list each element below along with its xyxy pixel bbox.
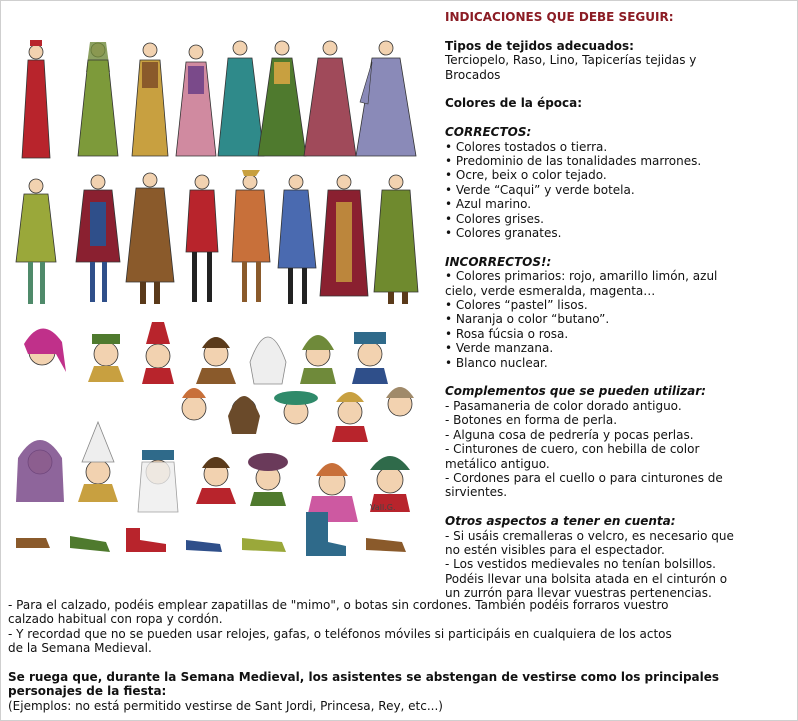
list-item: - Pasamaneria de color dorado antiguo. bbox=[445, 398, 682, 413]
figure-woman-5 bbox=[218, 41, 264, 156]
complements-list bbox=[445, 399, 790, 500]
head-hat-14 bbox=[78, 422, 118, 502]
instructions-heading: INDICACIONES QUE DEBE SEGUIR: bbox=[445, 10, 674, 24]
request-line-2: personajes de la fiesta: bbox=[8, 684, 167, 699]
figure-man-3 bbox=[126, 173, 174, 304]
head-hat-17 bbox=[248, 453, 288, 506]
medieval-clothing-illustration bbox=[6, 32, 430, 560]
list-item: • Naranja o color “butano”. bbox=[445, 312, 610, 327]
others-title: Otros aspectos a tener en cuenta: bbox=[445, 514, 676, 529]
figure-man-7 bbox=[320, 175, 368, 296]
list-item: cielo, verde esmeralda, magenta… bbox=[445, 283, 656, 298]
figure-man-8 bbox=[374, 175, 418, 304]
instructions-column bbox=[445, 10, 790, 601]
list-item: Podéis llevar una bolsita atada en el cinturón o bbox=[445, 571, 728, 586]
bottom-notes bbox=[8, 598, 790, 713]
note-line: calzado habitual con ropa y cordón. bbox=[8, 612, 223, 627]
head-hat-2 bbox=[88, 334, 124, 382]
head-hat-4 bbox=[196, 337, 236, 384]
figure-man-1 bbox=[16, 179, 56, 304]
head-hat-5 bbox=[250, 337, 286, 384]
complements-title: Complementos que se pueden utilizar: bbox=[445, 384, 706, 399]
fabrics-line-1: Terciopelo, Raso, Lino, Tapicerías tejidas y bbox=[445, 53, 697, 68]
list-item: - Botones en forma de perla. bbox=[445, 413, 618, 428]
list-item: - Los vestidos medievales no tenían bolsillos. bbox=[445, 557, 716, 572]
list-item: • Predominio de las tonalidades marrones. bbox=[445, 154, 702, 169]
row-hats-1 bbox=[24, 322, 388, 384]
row-hats-2 bbox=[182, 387, 414, 442]
list-item: • Azul marino. bbox=[445, 197, 532, 212]
list-item: • Colores “pastel” lisos. bbox=[445, 298, 588, 313]
head-hat-13 bbox=[16, 440, 64, 502]
shoe-3 bbox=[126, 528, 166, 552]
figure-man-6 bbox=[278, 175, 316, 304]
head-hat-8 bbox=[182, 388, 206, 420]
list-item: • Colores grises. bbox=[445, 211, 544, 226]
figure-man-5 bbox=[232, 170, 270, 302]
list-item: • Colores primarios: rojo, amarillo limón, azul bbox=[445, 269, 718, 284]
list-item: metálico antiguo. bbox=[445, 456, 550, 471]
request-line-1: Se ruega que, durante la Semana Medieval, los asistentes se abstengan de vestirse como los principales bbox=[8, 670, 720, 685]
list-item: • Blanco nuclear. bbox=[445, 355, 548, 370]
figure-woman-3 bbox=[132, 43, 168, 156]
head-hat-12 bbox=[386, 387, 414, 416]
list-item: no estén visibles para el espectador. bbox=[445, 542, 665, 557]
note-line: - Y recordad que no se pueden usar relojes, gafas, o teléfonos móviles si participáis en cualquiera de los actos bbox=[8, 626, 672, 641]
figure-woman-4 bbox=[176, 45, 216, 156]
figure-man-2 bbox=[76, 175, 120, 302]
list-item: • Verde “Caqui” y verde botela. bbox=[445, 182, 635, 197]
note-line: de la Semana Medieval. bbox=[8, 641, 152, 656]
correct-title: CORRECTOS: bbox=[445, 125, 532, 140]
examples-line: (Ejemplos: no está permitido vestirse de Sant Jordi, Princesa, Rey, etc...) bbox=[8, 698, 443, 713]
head-hat-10 bbox=[274, 391, 318, 424]
row-women-dresses bbox=[22, 40, 416, 158]
figure-woman-8 bbox=[356, 41, 416, 156]
head-hat-7 bbox=[352, 332, 388, 384]
list-item: - Alguna cosa de pedrería y pocas perlas. bbox=[445, 427, 694, 442]
head-hat-9 bbox=[228, 396, 260, 434]
head-hat-6 bbox=[300, 335, 336, 384]
figure-woman-7 bbox=[304, 41, 356, 156]
shoe-1 bbox=[16, 538, 50, 548]
fabrics-title: Tipos de tejidos adecuados: bbox=[445, 38, 634, 53]
shoe-2 bbox=[70, 536, 110, 552]
list-item: • Verde manzana. bbox=[445, 341, 554, 356]
list-item: • Colores granates. bbox=[445, 226, 562, 241]
note-line: - Para el calzado, podéis emplear zapatillas de "mimo", o botas sin cordones. También podéis forraros vuestro bbox=[8, 598, 669, 612]
figure-woman-6 bbox=[258, 41, 306, 156]
row-men-tunics bbox=[16, 170, 418, 304]
list-item: - Cordones para el cuello o para cinturones de bbox=[445, 470, 723, 485]
correct-list bbox=[445, 140, 790, 241]
figure-woman-2 bbox=[78, 42, 118, 156]
incorrect-list bbox=[445, 269, 790, 370]
incorrect-title: INCORRECTOS!: bbox=[445, 254, 552, 269]
head-hat-16 bbox=[196, 457, 236, 504]
figure-woman-1 bbox=[22, 40, 50, 158]
shoe-4 bbox=[186, 540, 222, 552]
list-item: un zurrón para llevar vuestras pertenencias. bbox=[445, 586, 712, 601]
list-item: • Colores tostados o tierra. bbox=[445, 139, 608, 154]
illustration-signature: Vall.G. bbox=[370, 503, 396, 512]
list-item: - Cinturones de cuero, con hebilla de color bbox=[445, 442, 700, 457]
head-hat-15 bbox=[138, 450, 178, 512]
colors-title: Colores de la época: bbox=[445, 96, 583, 111]
list-item: • Rosa fúcsia o rosa. bbox=[445, 326, 569, 341]
shoe-5 bbox=[242, 538, 286, 552]
head-hat-11 bbox=[332, 392, 368, 442]
figure-man-4 bbox=[186, 175, 218, 302]
list-item: • Ocre, beix o color tejado. bbox=[445, 168, 607, 183]
others-list bbox=[445, 529, 790, 601]
shoe-7 bbox=[366, 538, 406, 552]
list-item: sirvientes. bbox=[445, 485, 508, 500]
list-item: - Si usáis cremalleras o velcro, es necesario que bbox=[445, 528, 734, 543]
fabrics-line-2: Brocados bbox=[445, 67, 501, 82]
head-hat-1 bbox=[24, 328, 66, 372]
head-hat-3 bbox=[142, 322, 174, 384]
